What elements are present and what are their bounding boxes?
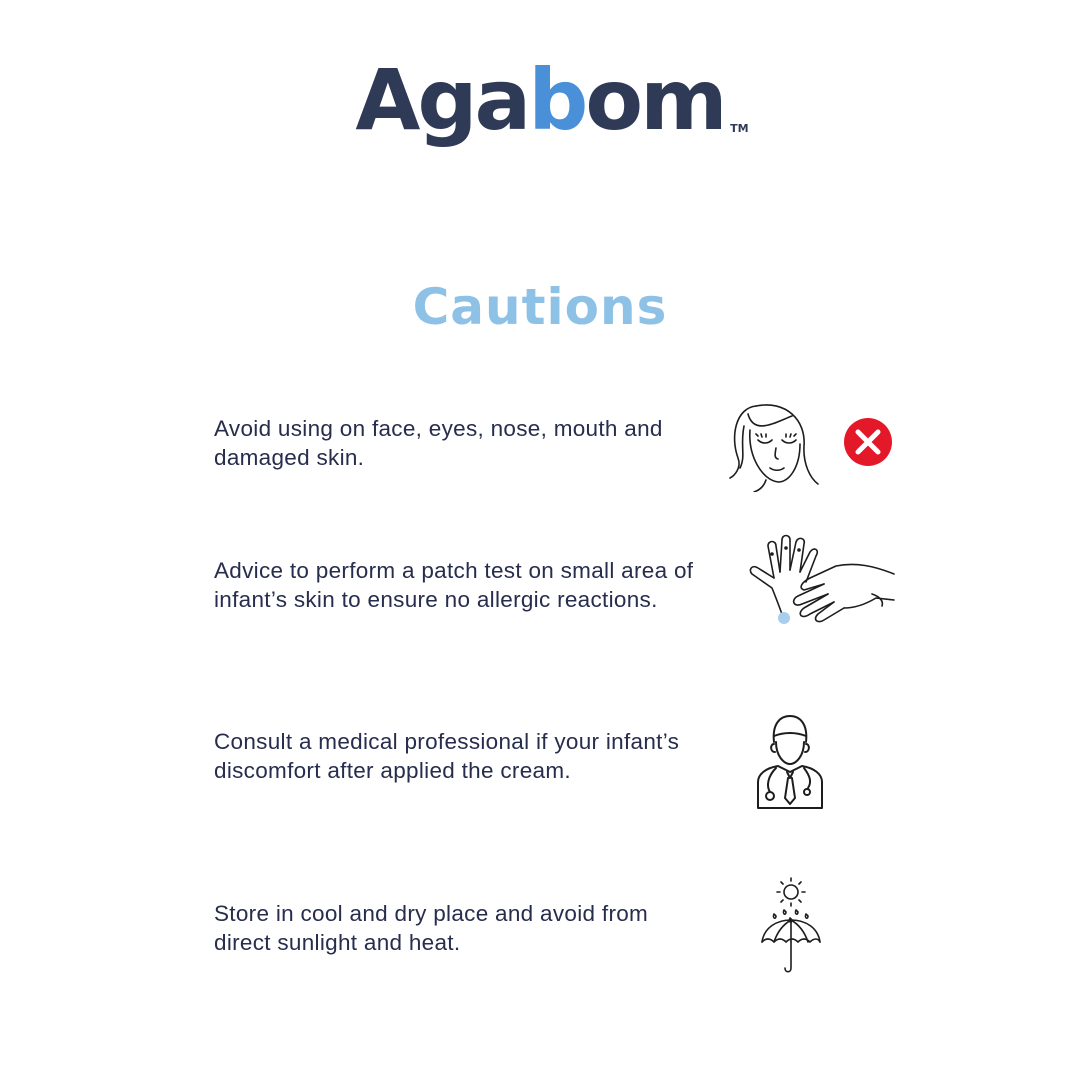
caution-item-patch-test — [214, 552, 904, 672]
page-title: Cautions — [412, 278, 668, 336]
doctor-icon — [754, 712, 826, 812]
logo-trademark: TM — [730, 122, 749, 135]
caution-text: Advice to perform a patch test on small area of infant’s skin to ensure no allergic reactions. — [214, 558, 694, 612]
brand-logo — [0, 51, 1080, 149]
patch-test-hands-icon — [744, 534, 896, 634]
face-with-prohibited-icon — [726, 396, 896, 492]
caution-text: Avoid using on face, eyes, nose, mouth and damaged skin. — [214, 416, 663, 470]
logo-suffix: om — [585, 51, 725, 149]
caution-item-storage — [214, 896, 904, 1016]
caution-item-face — [214, 404, 904, 524]
caution-text: Store in cool and dry place and avoid from direct sunlight and heat. — [214, 901, 649, 955]
caution-text: Consult a medical professional if your infant’s discomfort after applied the cream. — [214, 729, 680, 783]
logo-prefix: Aga — [355, 51, 529, 149]
caution-item-consult — [214, 724, 904, 844]
logo-wordmark — [355, 51, 749, 149]
sun-rain-umbrella-icon — [760, 876, 822, 976]
logo-accent-letter: b — [528, 51, 586, 149]
